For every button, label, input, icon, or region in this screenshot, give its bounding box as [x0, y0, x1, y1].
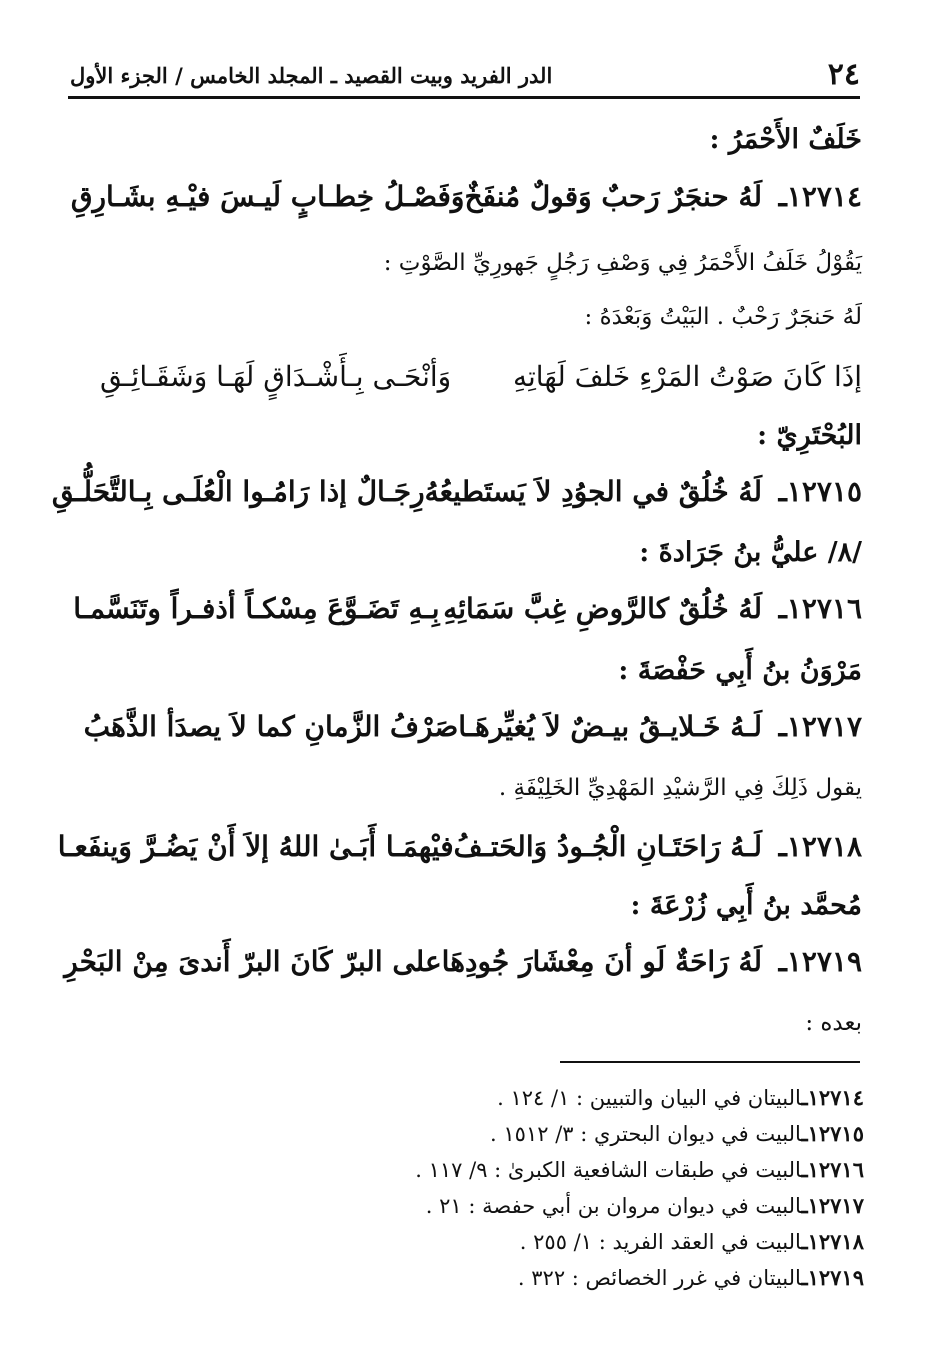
- running-title: الدر الفريد وبيت القصيد ـ المجلد الخامس / الجزء الأول: [70, 63, 553, 88]
- verse-number: ١٢٧١٤ـ: [778, 180, 862, 213]
- footnote: [264, 1260, 864, 1296]
- poet-name: البُحْتَرِيّ :: [757, 420, 862, 451]
- verse-second-hemistich: على البرّ كَانَ البرّ أَندىَ مِنْ البَحْرِ: [64, 945, 442, 978]
- verse-first-hemistich: لَـهُ خَـلايـقُ بيـضٌ لاَ يُغيِّرهَـا: [458, 710, 762, 743]
- footnote-text: البيت في ديوان البحتري : ٣/ ١٥١٢ .: [490, 1122, 802, 1146]
- footnote-number: ١٢٧١٧ـ: [801, 1193, 864, 1218]
- verse-line: [83, 710, 862, 743]
- verse-number: ١٢٧١٥ـ: [778, 475, 862, 508]
- poet-name: مَرْوَنُ بنُ أَبِي حَفْصَةَ :: [618, 655, 862, 686]
- verse-first-hemistich: لَهُ خُلُقٌ كالرَّوضِ غِبَّ سَمَائِهِ: [443, 592, 762, 625]
- footnote: [264, 1188, 864, 1224]
- verse-first-hemistich: لَهُ رَاحَةٌ لَو أنَ مِعْشَارَ جُودِهَا: [441, 945, 762, 978]
- verse-second-hemistich: وَأنْحَـى بِـأَشْـدَاقٍ لَهَـا وَشَقَـائِـقِ: [100, 360, 452, 393]
- footnote: [264, 1152, 864, 1188]
- verse-second-hemistich: بِـهِ تَضَـوَّعَ مِسْكـاً أذفـراً وتَنَسَّمـا: [73, 592, 440, 625]
- footnote: [264, 1080, 864, 1116]
- footnote-text: البيت في ديوان مروان بن أبي حفصة : ٢١ .: [425, 1194, 802, 1218]
- footnote-number: ١٢٧١٨ـ: [801, 1229, 864, 1254]
- footnote-text: البيت في العقد الفريد : ١/ ٢٥٥ .: [519, 1230, 802, 1254]
- verse-number: ١٢٧١٦ـ: [778, 592, 862, 625]
- footnote-text: البيتان في غرر الخصائص : ٣٢٢ .: [517, 1266, 802, 1290]
- poet-name: خَلَفٌ الأَحْمَرُ :: [709, 124, 862, 155]
- header-rule: [68, 96, 860, 99]
- page-number: ٢٤: [827, 57, 860, 92]
- verse-second-hemistich: صَرْفُ الزَّمانِ كما لاَ يصدَأ الذَّهَبُ: [83, 710, 459, 743]
- verse-line: [57, 830, 862, 863]
- footnote-number: ١٢٧١٩ـ: [801, 1265, 864, 1290]
- verse-line: [100, 360, 862, 393]
- footnote-number: ١٢٧١٥ـ: [801, 1121, 864, 1146]
- footnote-text: البيتان في البيان والتبيين : ١/ ١٢٤ .: [497, 1086, 802, 1110]
- footnote-number: ١٢٧١٤ـ: [801, 1085, 864, 1110]
- prose-line: يَقُوْلُ خَلَفُ الأَحْمَرُ فِي وَصْفِ رَجُلٍ جَهورِيِّ الصَّوْتِ :: [383, 250, 862, 276]
- verse-line: [70, 180, 862, 213]
- prose-line: يقول ذَلِكَ فِي الرَّشيْدِ المَهْدِيِّ الخَلِيْفَةِ .: [498, 775, 862, 801]
- verse-first-hemistich: لَـهُ رَاحَتَـانِ الْجُـودُ وَالحَتـفُ: [453, 830, 762, 863]
- verse-second-hemistich: وَفَصْـلُ خِطـابٍ لَيـسَ فيْـهِ بشَـارِقِ: [70, 180, 465, 213]
- verse-line: [64, 945, 862, 978]
- footnotes: [264, 1080, 864, 1296]
- footnote-number: ١٢٧١٦ـ: [801, 1157, 864, 1182]
- prose-line: بعده :: [805, 1010, 862, 1036]
- verse-line: [73, 592, 862, 625]
- verse-number: ١٢٧١٩ـ: [778, 945, 862, 978]
- prose-line: لَهُ حَنجَرٌ رَحْبٌ . البَيْتُ وَبَعْدَهُ :: [584, 304, 862, 330]
- footnote-rule: [560, 1061, 860, 1063]
- verse-second-hemistich: رِجَـالٌ إذا رَامُـوا الْعُلَـى بِـالتَّحَلُّـقِ: [51, 475, 425, 508]
- verse-second-hemistich: فيْهمَـا أَبَـىٰ اللهُ إلاَ أَنْ يَضُـرَّ وَينفَعـا: [57, 830, 454, 863]
- poet-name: /٨/ عليُّ بنُ جَرَادةَ :: [639, 537, 862, 568]
- footnote-text: البيت في طبقات الشافعية الكبرىٰ : ٩/ ١١٧ .: [415, 1158, 802, 1182]
- verse-first-hemistich: لَهُ خُلُقٌ في الجوُدِ لاَ يَستَطيعُهُ: [424, 475, 762, 508]
- verse-first-hemistich: إذَا كَانَ صَوْتُ المَرْءِ خَلفَ لَهَاتِهِ: [512, 360, 862, 393]
- verse-number: ١٢٧١٧ـ: [778, 710, 862, 743]
- verse-number: ١٢٧١٨ـ: [778, 830, 862, 863]
- poet-name: مُحمَّد بنُ أَبِي زُرْعَةَ :: [630, 890, 862, 921]
- verse-line: [51, 475, 862, 508]
- page-header: [70, 44, 860, 96]
- footnote: [264, 1224, 864, 1260]
- footnote: [264, 1116, 864, 1152]
- verse-first-hemistich: لَهُ حنجَرٌ رَحبٌ وَقولٌ مُنفَخٌ: [464, 180, 762, 213]
